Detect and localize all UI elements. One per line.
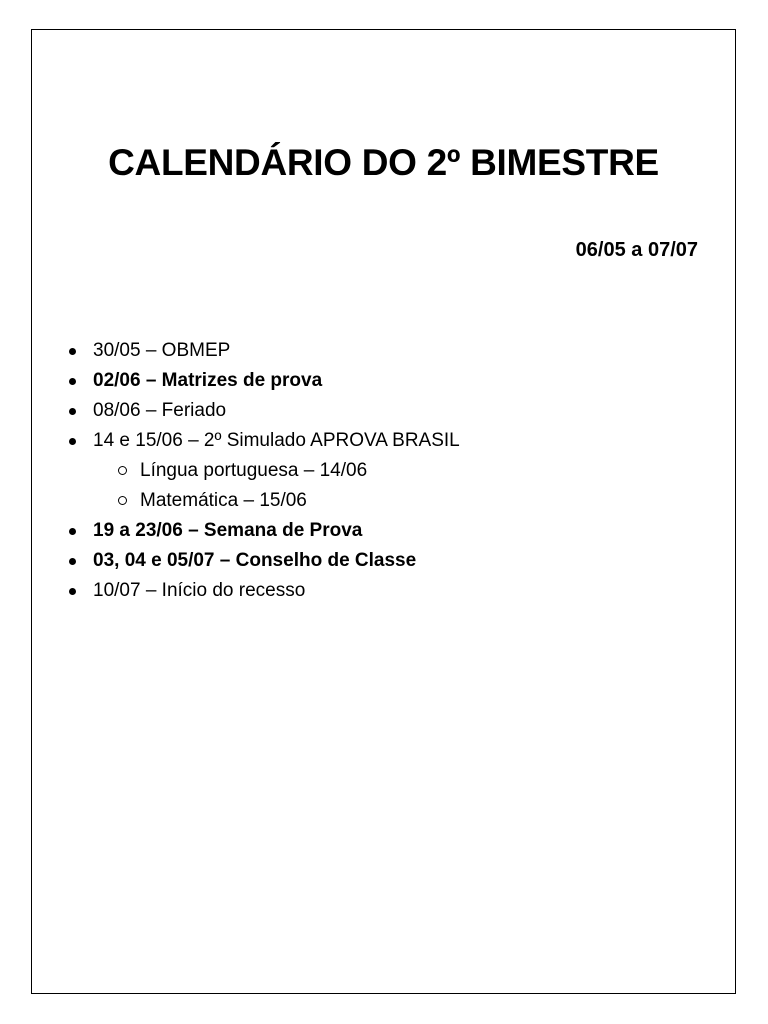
event-list bbox=[69, 336, 460, 606]
list-item bbox=[69, 366, 460, 396]
list-item-text: 30/05 – OBMEP bbox=[93, 340, 231, 361]
list-item bbox=[69, 426, 460, 456]
list-item bbox=[69, 336, 460, 366]
list-item-text: 10/07 – Início do recesso bbox=[93, 580, 306, 601]
page-frame bbox=[31, 29, 736, 994]
sub-list-item bbox=[69, 486, 460, 516]
bullet-icon bbox=[69, 378, 76, 385]
sub-list-item bbox=[69, 456, 460, 486]
list-item-text: 14 e 15/06 – 2º Simulado APROVA BRASIL bbox=[93, 430, 460, 451]
list-item bbox=[69, 396, 460, 426]
bullet-icon bbox=[69, 438, 76, 445]
bullet-icon bbox=[69, 408, 76, 415]
list-item-text: 19 a 23/06 – Semana de Prova bbox=[93, 520, 363, 541]
period-range: 06/05 a 07/07 bbox=[575, 239, 698, 261]
list-item bbox=[69, 576, 460, 606]
list-item-text: 02/06 – Matrizes de prova bbox=[93, 370, 323, 391]
sub-list-item-text: Língua portuguesa – 14/06 bbox=[140, 460, 368, 481]
bullet-icon bbox=[69, 588, 76, 595]
page-title: CALENDÁRIO DO 2º BIMESTRE bbox=[108, 142, 659, 183]
bullet-icon bbox=[69, 558, 76, 565]
hollow-bullet-icon bbox=[118, 496, 127, 505]
list-item-text: 08/06 – Feriado bbox=[93, 400, 227, 421]
hollow-bullet-icon bbox=[118, 466, 127, 475]
list-item-text: 03, 04 e 05/07 – Conselho de Classe bbox=[93, 550, 417, 571]
bullet-icon bbox=[69, 348, 76, 355]
bullet-icon bbox=[69, 528, 76, 535]
sub-list-item-text: Matemática – 15/06 bbox=[140, 490, 307, 511]
list-item bbox=[69, 516, 460, 546]
list-item bbox=[69, 546, 460, 576]
